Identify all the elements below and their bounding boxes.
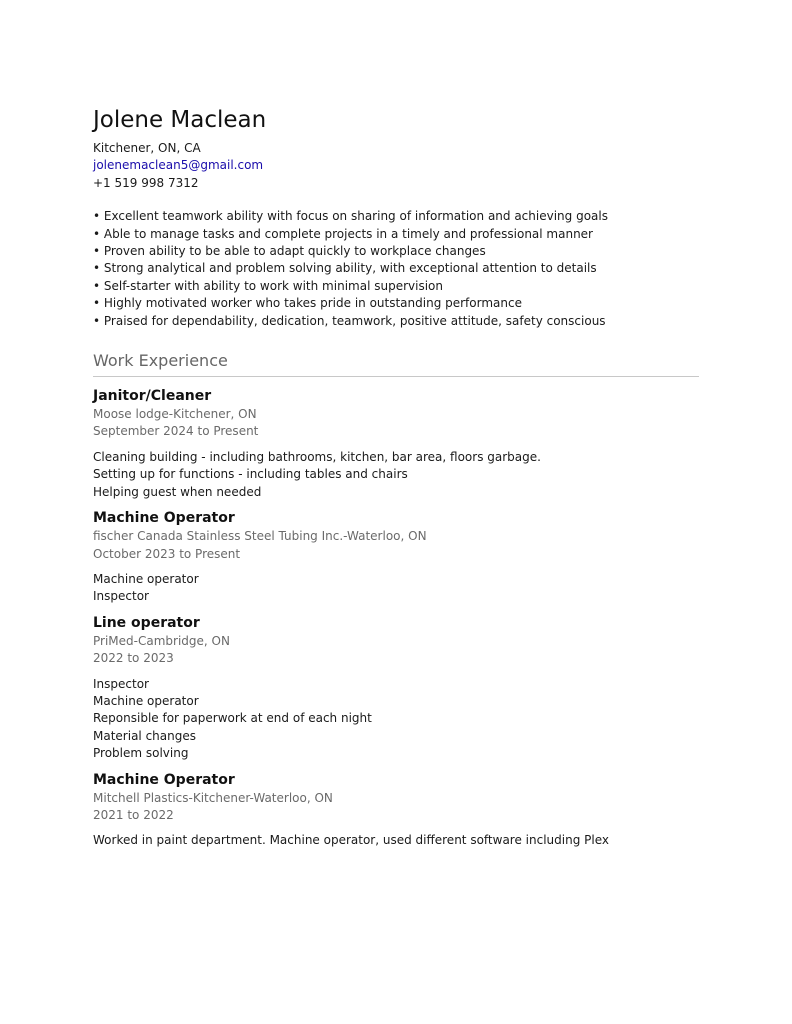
job-entry <box>93 771 699 850</box>
job-description-line: Cleaning building - including bathrooms, kitchen, bar area, floors garbage. <box>93 449 541 464</box>
candidate-name: Jolene Maclean <box>93 107 267 133</box>
job-description-line: Problem solving <box>93 746 189 761</box>
job-company: PriMed-Cambridge, ON <box>93 633 230 648</box>
job-title: Janitor/Cleaner <box>93 388 212 405</box>
job-description-line: Helping guest when needed <box>93 484 262 499</box>
job-entry <box>93 387 699 501</box>
job-title: Machine Operator <box>93 771 235 788</box>
resume-page <box>93 104 699 850</box>
location-text: Kitchener, ON, CA <box>93 141 201 155</box>
summary-list <box>93 208 699 330</box>
job-dates: 2021 to 2022 <box>93 807 174 822</box>
job-description-line: Worked in paint department. Machine operator, used different software including Plex <box>93 833 609 848</box>
job-title: Line operator <box>93 614 200 631</box>
job-description-line: Setting up for functions - including tables and chairs <box>93 467 408 482</box>
job-dates: 2022 to 2023 <box>93 651 174 666</box>
job-entry <box>93 614 699 763</box>
job-description-line: Reponsible for paperwork at end of each night <box>93 711 372 726</box>
job-description-line: Machine operator <box>93 571 199 586</box>
summary-item: • Proven ability to be able to adapt quickly to workplace changes <box>93 244 486 259</box>
section-divider <box>93 376 699 377</box>
job-entry <box>93 509 699 606</box>
job-dates: September 2024 to Present <box>93 424 259 439</box>
summary-item: • Self-starter with ability to work with minimal supervision <box>93 278 443 293</box>
contact-block <box>93 140 699 192</box>
job-description <box>93 449 699 501</box>
summary-item: • Strong analytical and problem solving ability, with exceptional attention to details <box>93 261 597 276</box>
job-description-line: Machine operator <box>93 693 199 708</box>
job-description-line: Material changes <box>93 728 196 743</box>
summary-item: • Excellent teamwork ability with focus on sharing of information and achieving goals <box>93 209 608 224</box>
summary-item: • Able to manage tasks and complete projects in a timely and professional manner <box>93 226 593 241</box>
job-company: fischer Canada Stainless Steel Tubing Inc.-Waterloo, ON <box>93 529 427 544</box>
job-description <box>93 832 699 849</box>
job-description <box>93 676 699 763</box>
phone-text: +1 519 998 7312 <box>93 175 199 190</box>
job-company: Mitchell Plastics-Kitchener-Waterloo, ON <box>93 790 333 805</box>
job-description <box>93 571 699 606</box>
summary-item: • Praised for dependability, dedication, teamwork, positive attitude, safety conscious <box>93 313 606 328</box>
job-dates: October 2023 to Present <box>93 546 241 561</box>
jobs-list <box>93 387 699 850</box>
job-company: Moose lodge-Kitchener, ON <box>93 407 257 422</box>
email-link[interactable]: jolenemaclean5@gmail.com <box>93 158 264 173</box>
summary-item: • Highly motivated worker who takes pride in outstanding performance <box>93 296 522 311</box>
job-description-line: Inspector <box>93 676 149 691</box>
job-title: Machine Operator <box>93 510 235 527</box>
job-description-line: Inspector <box>93 589 149 604</box>
work-experience-heading: Work Experience <box>93 351 228 371</box>
